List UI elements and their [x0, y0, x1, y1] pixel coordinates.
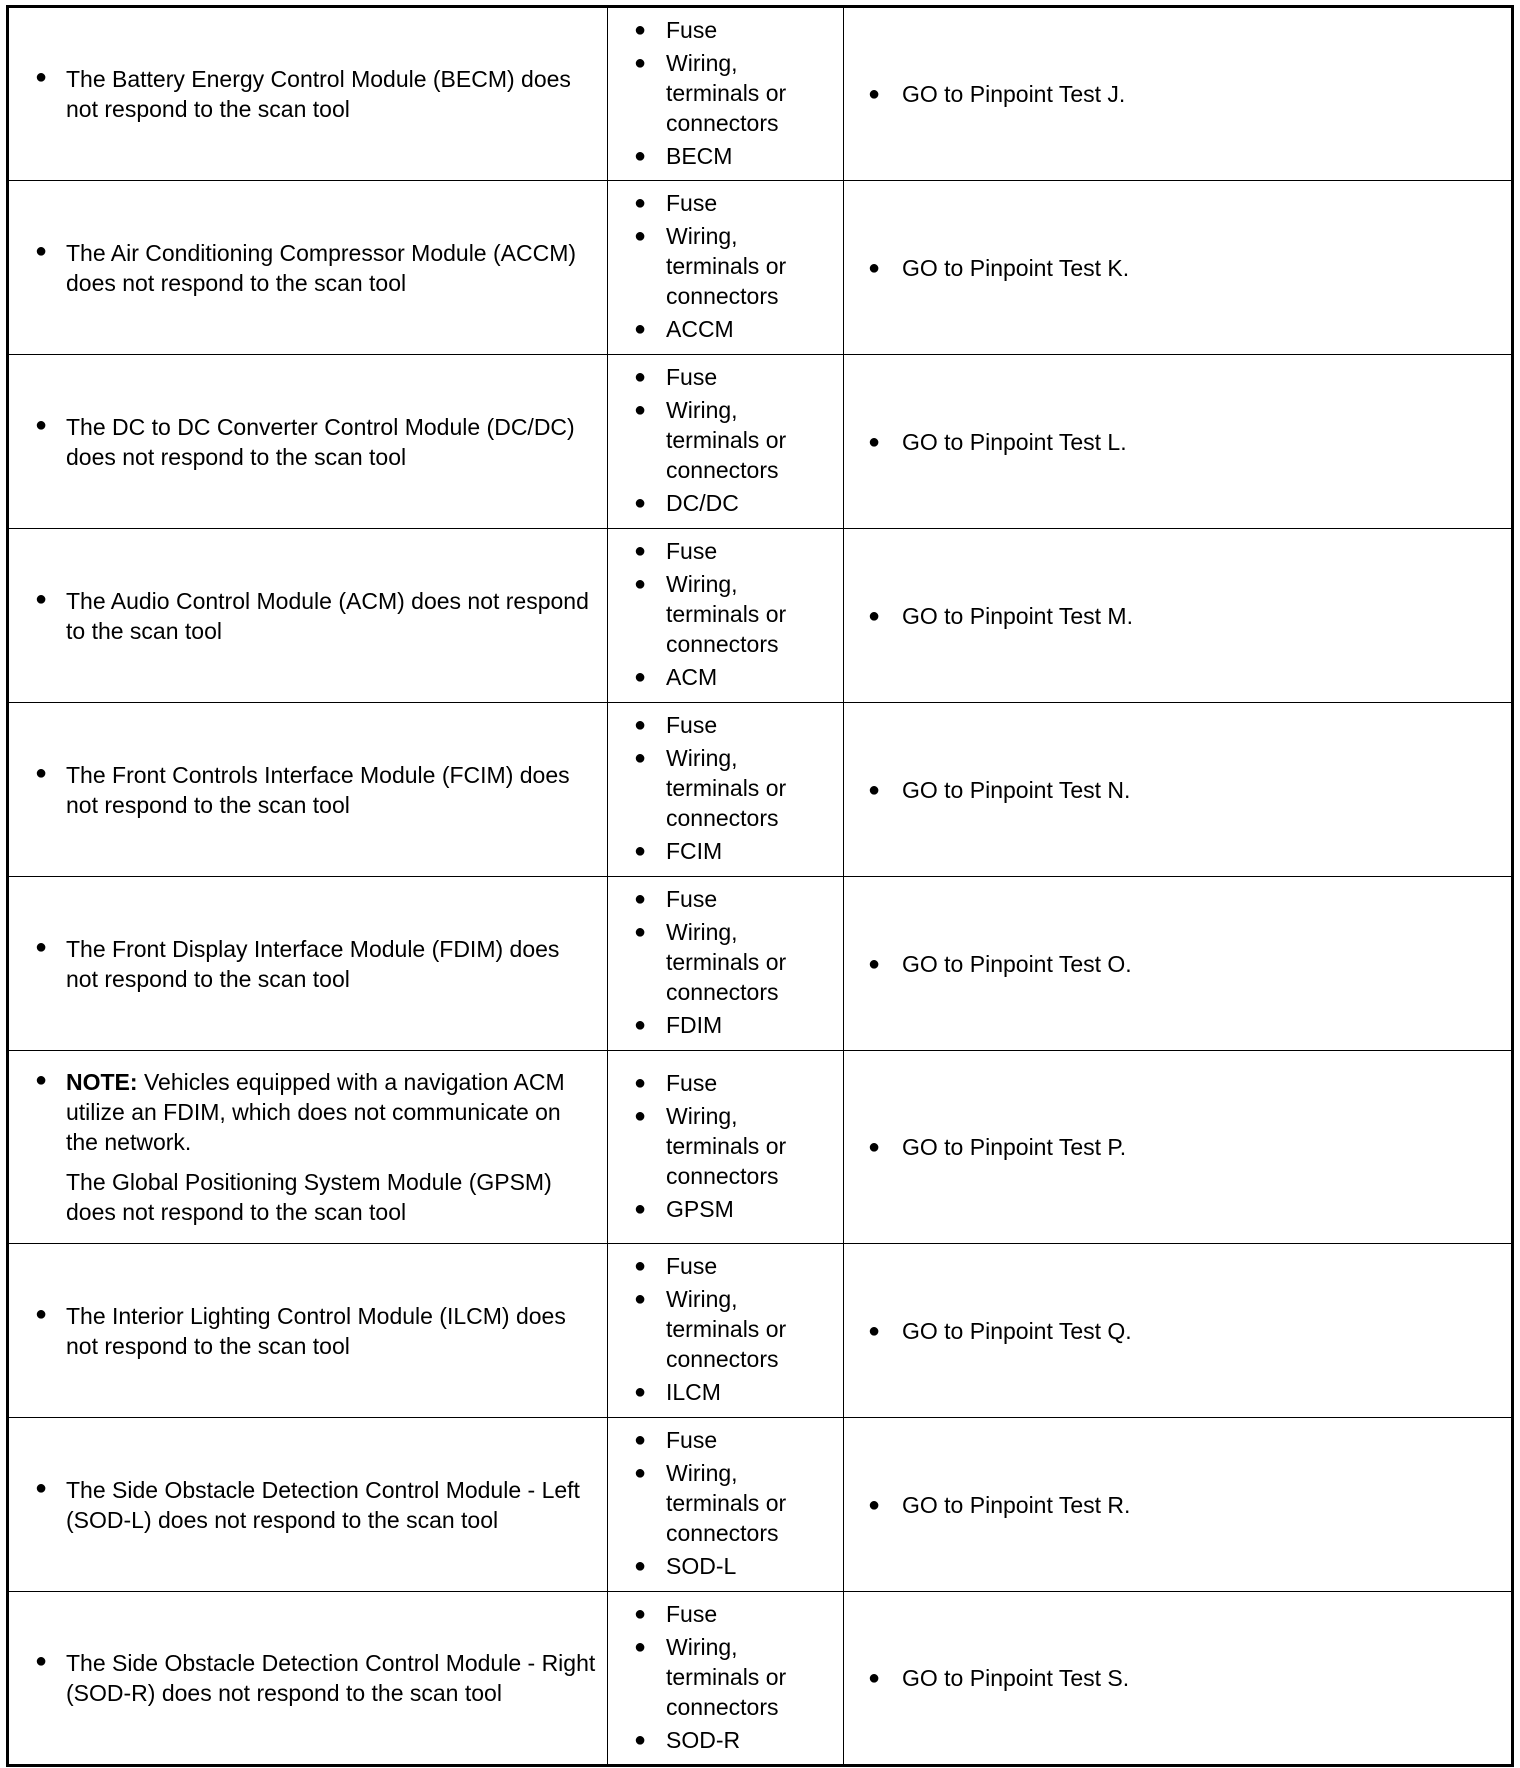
bullet-icon: ●	[634, 1462, 647, 1484]
table-row	[8, 529, 1513, 703]
table-row	[8, 1244, 1513, 1418]
bullet-icon: ●	[868, 778, 881, 801]
action-text: GO to Pinpoint Test M.	[902, 602, 1133, 629]
causes-cell	[608, 355, 844, 529]
causes-list	[608, 9, 843, 180]
causes-cell	[608, 181, 844, 355]
list-item: ● Wiring, terminals or connectors	[634, 223, 787, 309]
causes-list	[608, 1419, 843, 1590]
list-item: ● ILCM	[634, 1379, 721, 1405]
table-body	[8, 7, 1513, 1766]
causes-cell	[608, 529, 844, 703]
table-row	[8, 1418, 1513, 1592]
bullet-icon: ●	[868, 256, 881, 279]
condition-text: The Side Obstacle Detection Control Module - Right (SOD-R) does not respond to the scan tool	[66, 1650, 596, 1706]
note-label: NOTE:	[66, 1069, 138, 1095]
condition-text: The Side Obstacle Detection Control Module - Left (SOD-L) does not respond to the scan tool	[66, 1476, 580, 1533]
diagnostic-table	[6, 5, 1514, 1767]
causes-cell	[608, 703, 844, 877]
bullet-icon: ●	[634, 1288, 647, 1310]
action-text: GO to Pinpoint Test R.	[902, 1491, 1131, 1518]
bullet-icon: ●	[634, 747, 647, 769]
list-item: ● Wiring, terminals or connectors	[634, 397, 787, 483]
bullet-icon: ●	[35, 1302, 48, 1325]
list-item: ● Wiring, terminals or connectors	[634, 745, 787, 831]
bullet-icon: ●	[634, 1255, 647, 1277]
list-item: ● Fuse	[634, 886, 718, 912]
bullet-icon: ●	[634, 144, 647, 167]
list-item: ● Fuse	[634, 1069, 718, 1096]
condition-text: The DC to DC Converter Control Module (DC/DC) does not respond to the scan tool	[66, 413, 575, 470]
list-item: ● Fuse	[634, 364, 718, 390]
action-text: GO to Pinpoint Test O.	[902, 950, 1132, 977]
bullet-icon: ●	[634, 225, 647, 247]
condition-cell	[8, 1051, 608, 1244]
condition-text: The Front Display Interface Module (FDIM) does not respond to the scan tool	[66, 935, 560, 992]
bullet-icon: ●	[634, 18, 647, 41]
condition-cell	[8, 529, 608, 703]
bullet-icon: ●	[634, 366, 647, 388]
action-cell	[844, 1244, 1513, 1418]
list-item: ● Fuse	[634, 190, 718, 216]
list-item: ● Wiring, terminals or connectors	[634, 1286, 787, 1372]
bullet-icon: ●	[634, 1104, 647, 1127]
list-item: ● Fuse	[634, 16, 718, 43]
causes-cell	[608, 1592, 844, 1766]
bullet-icon: ●	[35, 1069, 48, 1091]
condition-text: The Battery Energy Control Module (BECM) does not respond to the scan tool	[66, 66, 571, 122]
condition-cell	[8, 1592, 608, 1766]
bullet-icon: ●	[868, 1319, 881, 1342]
list-item: ● Wiring, terminals or connectors	[634, 1102, 787, 1189]
causes-cell	[608, 1051, 844, 1244]
bullet-icon: ●	[634, 1071, 647, 1094]
bullet-icon: ●	[634, 51, 647, 74]
table-row	[8, 1592, 1513, 1766]
action-text: GO to Pinpoint Test N.	[902, 776, 1131, 803]
bullet-icon: ●	[35, 587, 48, 610]
table-row	[8, 877, 1513, 1051]
list-item: ● SOD-R	[634, 1726, 741, 1753]
bullet-icon: ●	[634, 921, 647, 943]
condition-cell	[8, 1418, 608, 1592]
condition-cell	[8, 7, 608, 181]
bullet-icon: ●	[634, 1197, 647, 1220]
list-item: ● BECM	[634, 142, 733, 169]
action-text: GO to Pinpoint Test Q.	[902, 1317, 1132, 1344]
list-item: ● Fuse	[634, 1600, 718, 1627]
list-item: ● Wiring, terminals or connectors	[634, 571, 787, 657]
bullet-icon: ●	[634, 492, 647, 514]
bullet-icon: ●	[868, 1136, 881, 1158]
action-cell	[844, 529, 1513, 703]
list-item: ● Fuse	[634, 712, 718, 738]
bullet-icon: ●	[634, 192, 647, 214]
condition-cell	[8, 877, 608, 1051]
table-row	[8, 355, 1513, 529]
condition-text: The Global Positioning System Module (GPSM) does not respond to the scan tool	[66, 1169, 552, 1225]
causes-list	[608, 1593, 843, 1764]
causes-list	[608, 1062, 843, 1233]
bullet-icon: ●	[35, 239, 48, 262]
list-item: ● FCIM	[634, 838, 723, 864]
action-cell	[844, 1051, 1513, 1244]
bullet-icon: ●	[35, 935, 48, 958]
causes-list	[608, 356, 843, 527]
bullet-icon: ●	[35, 761, 48, 784]
action-text: GO to Pinpoint Test S.	[902, 1665, 1130, 1691]
bullet-icon: ●	[868, 1667, 881, 1689]
bullet-icon: ●	[634, 888, 647, 910]
list-item: ● Wiring, terminals or connectors	[634, 1460, 787, 1546]
causes-list	[608, 878, 843, 1049]
bullet-icon: ●	[35, 66, 48, 88]
action-text: GO to Pinpoint Test P.	[902, 1134, 1127, 1160]
bullet-icon: ●	[634, 318, 647, 340]
list-item: ● ACM	[634, 664, 718, 690]
action-cell	[844, 7, 1513, 181]
action-text: GO to Pinpoint Test L.	[902, 428, 1127, 455]
bullet-icon: ●	[634, 399, 647, 421]
condition-cell	[8, 1244, 608, 1418]
bullet-icon: ●	[634, 1381, 647, 1403]
action-cell	[844, 181, 1513, 355]
condition-text: The Air Conditioning Compressor Module (ACCM) does not respond to the scan tool	[66, 239, 577, 296]
note	[66, 1067, 597, 1157]
bullet-icon: ●	[868, 604, 881, 627]
bullet-icon: ●	[634, 1602, 647, 1625]
causes-list	[608, 704, 843, 875]
list-item: ● Wiring, terminals or connectors	[634, 49, 787, 136]
bullet-icon: ●	[634, 1635, 647, 1658]
bullet-icon: ●	[868, 1493, 881, 1516]
list-item: ● Fuse	[634, 1427, 718, 1453]
bullet-icon: ●	[868, 83, 881, 105]
bullet-icon: ●	[35, 1476, 48, 1499]
action-cell	[844, 1592, 1513, 1766]
action-text: GO to Pinpoint Test K.	[902, 254, 1130, 281]
bullet-icon: ●	[35, 1650, 48, 1672]
action-cell	[844, 355, 1513, 529]
condition-cell	[8, 355, 608, 529]
table-row	[8, 1051, 1513, 1244]
causes-list	[608, 182, 843, 353]
bullet-icon: ●	[868, 430, 881, 453]
condition-text: The Interior Lighting Control Module (ILCM) does not respond to the scan tool	[66, 1302, 566, 1359]
list-item: ● SOD-L	[634, 1553, 737, 1579]
list-item: ● Fuse	[634, 1253, 718, 1279]
list-item: ● GPSM	[634, 1195, 734, 1222]
causes-list	[608, 1245, 843, 1416]
causes-cell	[608, 877, 844, 1051]
bullet-icon: ●	[634, 1555, 647, 1577]
action-cell	[844, 1418, 1513, 1592]
bullet-icon: ●	[634, 1728, 647, 1751]
action-cell	[844, 877, 1513, 1051]
condition-text: The Audio Control Module (ACM) does not respond to the scan tool	[66, 587, 589, 644]
bullet-icon: ●	[634, 573, 647, 595]
list-item: ● FDIM	[634, 1012, 723, 1038]
condition-cell	[8, 703, 608, 877]
table-row	[8, 181, 1513, 355]
bullet-icon: ●	[634, 1429, 647, 1451]
causes-cell	[608, 1418, 844, 1592]
table-row	[8, 703, 1513, 877]
table-row	[8, 7, 1513, 181]
action-cell	[844, 703, 1513, 877]
condition-cell	[8, 181, 608, 355]
bullet-icon: ●	[868, 952, 881, 975]
action-text: GO to Pinpoint Test J.	[902, 81, 1126, 107]
list-item: ● DC/DC	[634, 490, 739, 516]
bullet-icon: ●	[35, 413, 48, 436]
condition-text: The Front Controls Interface Module (FCIM) does not respond to the scan tool	[66, 761, 570, 818]
bullet-icon: ●	[634, 714, 647, 736]
list-item: ● Fuse	[634, 538, 718, 564]
causes-cell	[608, 1244, 844, 1418]
list-item: ● Wiring, terminals or connectors	[634, 919, 787, 1005]
bullet-icon: ●	[634, 840, 647, 862]
list-item: ● ACCM	[634, 316, 734, 342]
bullet-icon: ●	[634, 1014, 647, 1036]
list-item: ● Wiring, terminals or connectors	[634, 1633, 787, 1720]
causes-list	[608, 530, 843, 701]
causes-cell	[608, 7, 844, 181]
bullet-icon: ●	[634, 666, 647, 688]
note-text: Vehicles equipped with a navigation ACM utilize an FDIM, which does not communicate on the network.	[66, 1069, 565, 1155]
bullet-icon: ●	[634, 540, 647, 562]
